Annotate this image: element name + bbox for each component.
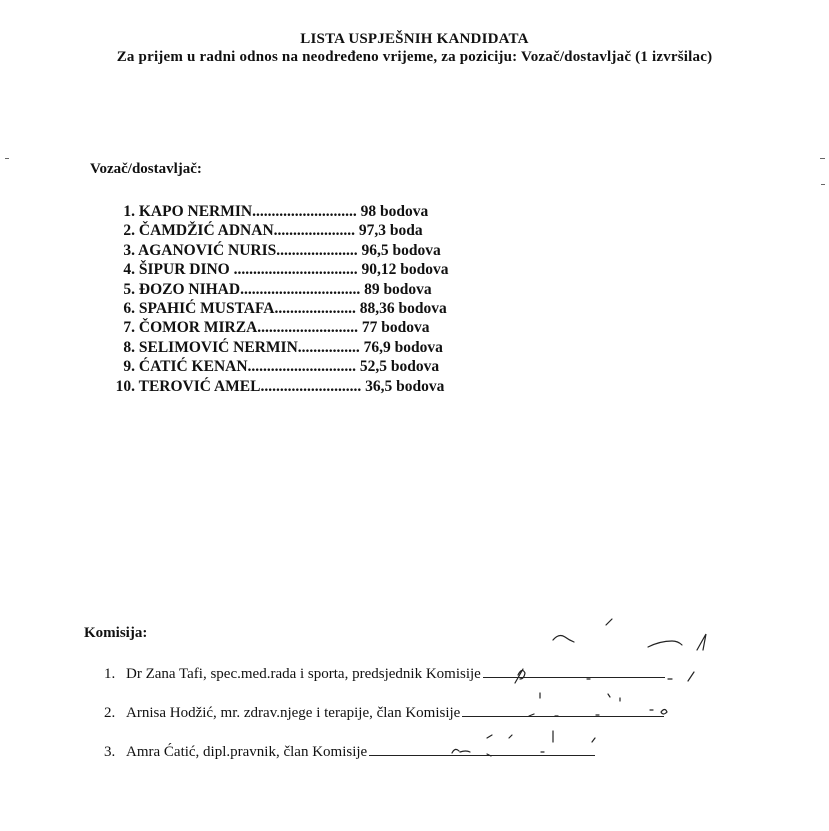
scan-margin-mark xyxy=(5,158,9,159)
commission-heading: Komisija: xyxy=(84,625,148,641)
member-number: 2. xyxy=(104,705,116,721)
candidate-entry: ČOMOR MIRZA.......................... 77 bodova xyxy=(138,319,430,337)
document-subtitle: Za prijem u radni odnos na neodređeno vrijeme, za poziciju: Vozač/dostavljač (1 izvršilac) xyxy=(116,49,713,65)
candidate-entry: TEROVIĆ AMEL.......................... 36,5 bodova xyxy=(138,377,445,395)
candidate-entry: SPAHIĆ MUSTAFA..................... 88,36 bodova xyxy=(138,299,447,317)
candidate-entry: AGANOVIĆ NURIS..................... 96,5 bodova xyxy=(138,241,441,259)
signature-line xyxy=(462,702,664,717)
list-item xyxy=(109,338,448,357)
signature-line xyxy=(483,663,665,678)
candidate-rank: 9. xyxy=(123,358,135,376)
candidate-entry: KAPO NERMIN........................... 98 bodova xyxy=(138,203,429,220)
candidate-rank: 4. xyxy=(123,261,135,279)
position-section-label: Vozač/dostavljač: xyxy=(90,161,202,177)
candidate-rank: 6. xyxy=(123,299,135,317)
member-number: 3. xyxy=(104,744,116,760)
candidate-rank: 2. xyxy=(123,222,135,240)
list-item xyxy=(109,357,448,376)
candidate-rank: 7. xyxy=(123,319,135,337)
scan-margin-mark xyxy=(820,158,825,159)
list-item xyxy=(104,741,665,780)
candidate-rank: 1. xyxy=(123,203,135,220)
list-item xyxy=(109,318,448,337)
candidate-rank: 3. xyxy=(123,241,135,259)
candidate-rank: 8. xyxy=(123,338,135,356)
candidate-entry: ČAMDŽIĆ ADNAN..................... 97,3 boda xyxy=(138,222,423,240)
candidate-entry: ĆATIĆ KENAN............................ 52,5 bodova xyxy=(138,358,440,376)
candidate-entry: ŠIPUR DINO ................................ 90,12 bodova xyxy=(138,261,449,279)
member-text: Dr Zana Tafi, spec.med.rada i sporta, predsjednik Komisije xyxy=(126,666,481,682)
candidate-entry: ĐOZO NIHAD............................... 89 bodova xyxy=(138,280,432,298)
list-item xyxy=(109,260,448,279)
list-item xyxy=(109,221,448,240)
list-item xyxy=(104,663,665,702)
commission-member-list xyxy=(104,663,665,780)
scan-margin-mark xyxy=(821,184,825,185)
list-item xyxy=(109,280,448,299)
list-item xyxy=(109,377,448,396)
signature-line xyxy=(369,741,595,756)
list-item xyxy=(104,702,665,741)
member-text: Arnisa Hodžić, mr. zdrav.njege i terapije, član Komisije xyxy=(126,705,461,721)
candidate-rank: 10. xyxy=(115,377,135,395)
member-number: 1. xyxy=(104,666,116,682)
candidate-list xyxy=(109,202,448,396)
document-title: LISTA USPJEŠNIH KANDIDATA xyxy=(300,31,529,47)
candidate-rank: 5. xyxy=(123,280,135,298)
member-text: Amra Ćatić, dipl.pravnik, član Komisije xyxy=(126,744,368,760)
list-item xyxy=(109,241,448,260)
list-item xyxy=(109,202,448,221)
list-item xyxy=(109,299,448,318)
candidate-entry: SELIMOVIĆ NERMIN................ 76,9 bodova xyxy=(138,338,443,356)
